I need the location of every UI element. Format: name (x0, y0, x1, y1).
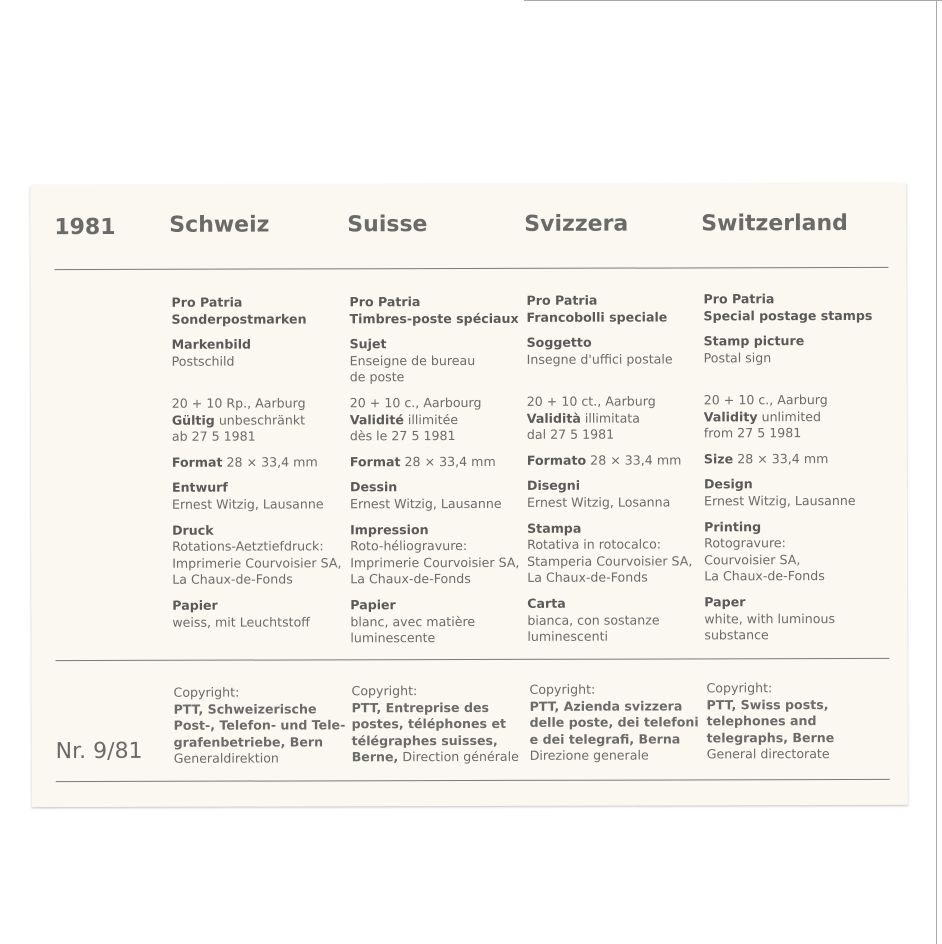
value-text: 20 + 10 ct., Aarburg (526, 393, 656, 409)
copyright-label: Copyright: (351, 683, 418, 699)
print-line: Stamperia Courvoisier SA, (527, 553, 693, 569)
copyright-label: Copyright: (173, 684, 240, 700)
copyright-line: PTT, Swiss posts, (706, 696, 829, 712)
print-label: Impression (350, 521, 429, 537)
validity-value: unlimited (761, 408, 822, 424)
format-label: Format (171, 454, 223, 470)
design-label: Entwurf (171, 479, 228, 496)
series-subtitle: Timbres-poste spéciaux (349, 310, 519, 326)
print-line: Imprimerie Courvoisier SA, (172, 555, 342, 571)
subject-label: Sujet (349, 336, 387, 352)
print-line: La Chaux-de-Fonds (350, 571, 471, 587)
paper-line: luminescenti (527, 628, 609, 644)
format-value: 28 × 33,4 mm (737, 450, 829, 467)
paper-line: substance (704, 627, 769, 643)
copyright-line: Berne, (351, 749, 399, 765)
subject-line: Enseigne de bureau (349, 352, 476, 369)
format-label: Format (349, 453, 401, 470)
heading-french: Suisse (347, 212, 428, 238)
series-subtitle: Special postage stamps (703, 307, 873, 323)
series-subtitle: Francobolli speciale (526, 309, 668, 325)
subject-line: de poste (349, 369, 405, 385)
bottom-rule (56, 779, 890, 782)
paper-line: white, with luminous (704, 610, 836, 626)
copyright-line: télégraphes suisses, (351, 732, 498, 749)
copyright-line: delle poste, dei telefoni (529, 714, 699, 731)
design-value: Ernest Witzig, Lausanne (350, 495, 502, 512)
value-text: 20 + 10 Rp., Aarburg (171, 395, 306, 411)
stamp-info-card (30, 183, 908, 807)
print-line: La Chaux-de-Fonds (527, 569, 648, 586)
design-value: Ernest Witzig, Losanna (526, 494, 671, 510)
copyright-french (351, 683, 529, 766)
print-label: Printing (704, 518, 762, 534)
copyright-line: telephones and (706, 713, 817, 729)
copyright-line: PTT, Azienda svizzera (529, 698, 683, 714)
print-line: La Chaux-de-Fonds (704, 568, 825, 584)
format-label: Formato (526, 452, 587, 468)
subject-value: Postal sign (703, 349, 772, 366)
copyright-label: Copyright: (529, 681, 596, 697)
column-german (171, 294, 350, 640)
column-english (703, 291, 882, 653)
format-value: 28 × 33,4 mm (226, 454, 318, 470)
value-text: 20 + 10 c., Aarbourg (349, 394, 482, 411)
print-line: Rotogravure: (704, 535, 786, 551)
copyright-line: e dei telegrafi, Berna (529, 731, 681, 747)
series-title: Pro Patria (349, 294, 421, 310)
copyright-dept: General directorate (706, 746, 830, 762)
series-title: Pro Patria (171, 294, 243, 310)
print-line: Roto-héliogravure: (350, 538, 468, 554)
paper-label: Papier (350, 597, 396, 613)
validity-label: Validité (349, 411, 404, 427)
validity-value: unbeschränkt (218, 411, 306, 428)
copyright-line: postes, téléphones et (351, 716, 507, 732)
series-subtitle: Sonderpostmarken (171, 311, 307, 327)
design-value: Ernest Witzig, Lausanne (703, 492, 856, 509)
validity-date: from 27 5 1981 (703, 425, 802, 441)
paper-label: Papier (172, 597, 218, 613)
column-french (349, 294, 528, 656)
paper-line: bianca, con sostanze (527, 612, 660, 628)
subject-label: Markenbild (171, 336, 252, 352)
print-line: Imprimerie Courvoisier SA, (350, 554, 520, 571)
design-value: Ernest Witzig, Lausanne (172, 496, 324, 512)
validity-label: Gültig (171, 412, 215, 428)
paper-label: Paper (704, 594, 746, 610)
paper-label: Carta (527, 595, 566, 611)
validity-date: dal 27 5 1981 (526, 426, 615, 443)
subject-label: Soggetto (526, 334, 592, 351)
copyright-label: Copyright: (706, 680, 773, 696)
value-text: 20 + 10 c., Aarburg (703, 392, 828, 408)
validity-value: illimitata (584, 410, 640, 426)
copyright-italian (529, 681, 707, 764)
paper-line: luminescente (350, 630, 436, 646)
copyright-line: PTT, Schweizerische (173, 700, 317, 717)
heading-german: Schweiz (169, 212, 270, 238)
validity-date: ab 27 5 1981 (171, 428, 256, 444)
format-label: Size (703, 451, 734, 467)
print-label: Druck (172, 522, 214, 538)
print-line: Rotativa in rotocalco: (527, 536, 662, 552)
design-label: Disegni (526, 478, 581, 494)
format-value: 28 × 33,4 mm (404, 453, 496, 469)
copyright-line: Post-, Telefon- und Tele- (173, 717, 346, 733)
subject-value: Postschild (171, 353, 235, 369)
issue-number: Nr. 9/81 (55, 738, 143, 765)
print-line: Rotations-Aetztiefdruck: (172, 538, 324, 554)
year-label: 1981 (54, 214, 116, 241)
subject-label: Stamp picture (703, 333, 805, 349)
column-italian (526, 292, 705, 654)
top-rule (54, 267, 888, 270)
design-label: Dessin (349, 479, 398, 495)
paper-line: weiss, mit Leuchtstoff (172, 613, 310, 630)
scan-edge-top (524, 0, 942, 1)
print-line: La Chaux-de-Fonds (172, 571, 293, 588)
copyright-dept: Direction générale (402, 749, 519, 765)
heading-english: Switzerland (701, 211, 848, 237)
validity-label: Validity (703, 408, 758, 424)
validity-date: dès le 27 5 1981 (349, 428, 456, 444)
design-label: Design (703, 476, 753, 492)
paper-line: blanc, avec matière (350, 613, 476, 629)
copyright-dept: Direzione generale (529, 747, 649, 764)
copyright-dept: Generaldirektion (173, 750, 279, 767)
format-value: 28 × 33,4 mm (590, 452, 682, 468)
series-title: Pro Patria (703, 291, 775, 307)
print-label: Stampa (527, 520, 582, 536)
subject-value: Insegne d'uffici postale (526, 351, 673, 367)
copyright-english (706, 680, 884, 763)
validity-value: illimitée (407, 411, 459, 427)
copyright-line: telegraphs, Berne (706, 729, 835, 746)
heading-italian: Svizzera (524, 211, 629, 237)
middle-rule (55, 658, 889, 661)
series-title: Pro Patria (526, 292, 598, 308)
copyright-german (173, 684, 351, 767)
validity-label: Validità (526, 410, 581, 426)
copyright-line: grafenbetriebe, Bern (173, 734, 324, 750)
scan-edge-right (936, 0, 937, 944)
copyright-line: PTT, Entreprise des (351, 699, 490, 715)
print-line: Courvoisier SA, (704, 551, 801, 568)
